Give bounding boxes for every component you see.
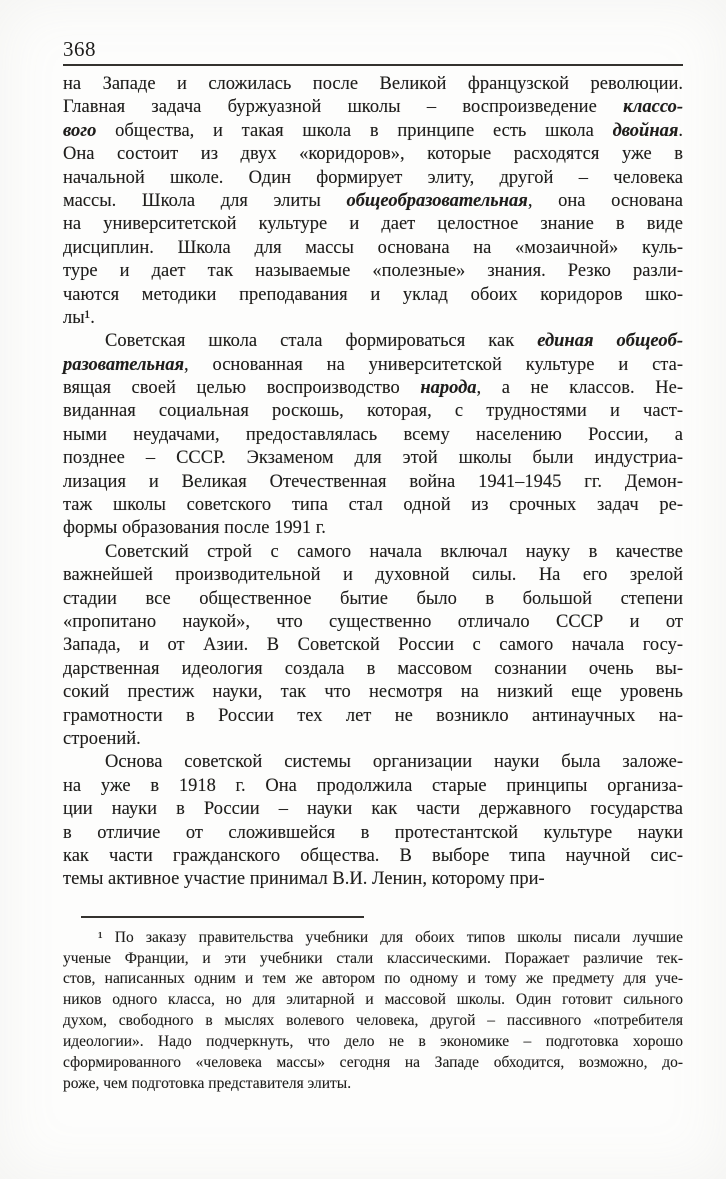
text-line: роже, чем подготовка представителя элиты. — [63, 1074, 352, 1092]
emphasized-text: народа — [420, 378, 477, 399]
text-line: на Западе и сложилась после Великой французской революции. — [63, 74, 683, 94]
text-line: виданная социальная роскошь, которая, с трудностями и част- — [63, 401, 683, 422]
text-line: на университетской культуре и дает целостное знание в виде — [63, 214, 683, 235]
text-line: массы. Школа для элиты общеобразовательная, она основана — [63, 190, 683, 211]
text-line: чаются методики преподавания и уклад обоих коридоров шко- — [63, 284, 683, 305]
emphasized-text: двойная — [612, 120, 679, 141]
text-line: Советский строй с самого начала включал науку в качестве — [105, 541, 683, 562]
text-line: ции науки в России – науки как части державного государства — [63, 799, 683, 820]
text-line: «пропитано наукой», что существенно отличало СССР и от — [63, 611, 683, 632]
text-line: ученые Франции, и эти учебники стали классическими. Поражает различие тек- — [63, 949, 683, 967]
page-content — [63, 36, 683, 1095]
emphasized-text: общеобразовательная — [346, 190, 528, 211]
emphasized-text: классо- — [623, 97, 683, 118]
text-line: вого общества, и такая школа в принципе есть школа двойная. — [63, 120, 683, 141]
text-line: Советская школа стала формироваться как единая общеоб- — [105, 331, 683, 352]
text-line: формы образования после 1991 г. — [63, 518, 326, 539]
paragraph — [63, 751, 683, 891]
footnote-text — [63, 928, 683, 1095]
text-line: таж школы советского типа стал одной из срочных задач ре- — [63, 495, 683, 516]
text-line: Главная задача буржуазной школы – воспроизведение классо- — [63, 97, 683, 118]
text-line: идеологии». Надо подчеркнуть, что дело не в экономике – подготовка хорошо — [63, 1033, 683, 1051]
emphasized-text: разовательная — [63, 354, 185, 375]
text-line: ников одного класса, но для элитарной и массовой школы. Один готовит сильного — [63, 991, 683, 1009]
paragraph — [63, 73, 683, 330]
text-line: Она состоит из двух «коридоров», которые расходятся уже в — [63, 144, 683, 165]
text-line: стов, написанных одним и тем же автором по одному и тому же предмету для уче- — [63, 970, 683, 988]
text-line: сформированного «человека массы» сегодня на Западе обходится, возможно, до- — [63, 1054, 683, 1072]
text-line: духом, свободного в мыслях волевого человека, другой – пассивного «потребителя — [63, 1012, 683, 1030]
text-line: строений. — [63, 728, 141, 749]
page-number: 368 — [63, 37, 96, 61]
text-line: Запада, и от Азии. В Советской России с самого начала госу- — [63, 635, 683, 656]
text-line: туре и дает так называемые «полезные» знания. Резко разли- — [63, 261, 683, 282]
emphasized-text: вого — [63, 120, 97, 141]
text-line: начальной школе. Один формирует элиту, другой – человека — [63, 167, 683, 188]
text-line: дарственная идеология создала в массовом сознании очень вы- — [63, 658, 683, 679]
footnote-separator-rule — [81, 916, 364, 918]
text-line: важнейшей производительной и духовной силы. На его зрелой — [63, 565, 683, 586]
text-line: Основа советской системы организации науки была заложе- — [105, 752, 683, 773]
emphasized-text: единая общеоб- — [537, 331, 683, 352]
text-line: разовательная, основанная на университетской культуре и ста- — [63, 354, 683, 375]
text-line: сокий престиж науки, так что несмотря на низкий еще уровень — [63, 682, 683, 703]
text-line: вящая своей целью воспроизводство народа, а не классов. Не- — [63, 378, 683, 399]
text-line: грамотности в России тех лет не возникло антинаучных на- — [63, 705, 683, 726]
text-line: позднее – СССР. Экзаменом для этой школы были индустриа- — [63, 448, 683, 469]
text-line: в отличие от сложившейся в протестантской культуре науки — [63, 822, 683, 843]
text-line: ными неудачами, предоставлялась всему населению России, а — [63, 424, 683, 445]
text-line: ¹ По заказу правительства учебники для обоих типов школы писали лучшие — [98, 928, 683, 946]
text-line: как части гражданского общества. В выборе типа научной сис- — [63, 845, 683, 866]
text-line: лы¹. — [63, 307, 95, 328]
text-line: темы активное участие принимал В.И. Ленин, которому при- — [63, 869, 545, 890]
text-line: стадии все общественное бытие было в большой степени — [63, 588, 683, 609]
header-rule — [63, 64, 683, 66]
paragraph — [63, 330, 683, 541]
paragraph — [63, 541, 683, 752]
body-text — [63, 73, 683, 892]
paragraph — [63, 928, 683, 1095]
text-line: дисциплин. Школа для массы основана на «мозаичной» куль- — [63, 237, 683, 258]
text-line: на уже в 1918 г. Она продолжила старые принципы организа- — [63, 775, 683, 796]
text-line: лизация и Великая Отечественная война 1941–1945 гг. Демон- — [63, 471, 683, 492]
